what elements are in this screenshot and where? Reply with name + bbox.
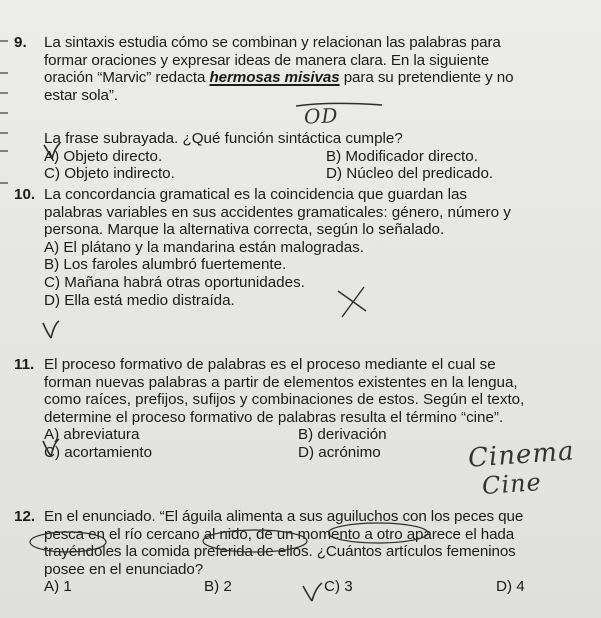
option-d[interactable]: D) acrónimo: [298, 443, 381, 461]
margin-tick: [0, 40, 8, 42]
stem-line: como raíces, prefijos, sufijos y combinaciones de estos. Según el texto,: [44, 391, 525, 409]
stem-line: trayéndoles la comida preferida de ellos. ¿Cuántos artículos femeninos: [44, 543, 516, 561]
question-number: 9.: [14, 34, 27, 51]
stem-line: persona. Marque la alternativa correcta, según lo señalado.: [44, 221, 445, 239]
option-c[interactable]: C) acortamiento: [44, 443, 153, 461]
handwritten-note-cine: Cine: [481, 467, 543, 501]
stem-line: posee en el enunciado?: [44, 560, 204, 578]
option-a[interactable]: A) abreviatura: [44, 426, 140, 444]
stem-line: oración “Marvic” redacta hermosas misivas para su pretendiente y no: [44, 69, 514, 87]
option-b[interactable]: B) derivación: [298, 426, 387, 444]
margin-tick: [0, 132, 8, 134]
option-d[interactable]: D) Núcleo del predicado.: [326, 165, 494, 183]
option-c[interactable]: C) 3: [324, 578, 353, 596]
handwritten-note-cinema: Cinema: [467, 436, 576, 474]
margin-tick: [0, 150, 8, 152]
handwritten-note-od: OD: [303, 103, 339, 129]
stem-line: estar sola”.: [44, 86, 118, 104]
question-10: [14, 186, 593, 309]
option-b[interactable]: B) Los faroles alumbró fuertemente.: [44, 256, 287, 274]
option-c[interactable]: C) Objeto indirecto.: [44, 165, 175, 183]
stem-line: La concordancia gramatical es la coincidencia que guardan las: [44, 186, 467, 203]
answer-check-mark: [300, 581, 328, 603]
cross-mark: [334, 283, 374, 323]
question-number: 12.: [14, 508, 36, 525]
stem-line: La sintaxis estudia cómo se combinan y relacionan las palabras para: [44, 34, 501, 51]
option-b[interactable]: B) Modificador directo.: [326, 147, 478, 165]
question-9: [14, 34, 593, 104]
circle-mark: [328, 521, 438, 547]
question-9-prompt: [14, 130, 593, 183]
stem-line: En el enunciado. “El águila alimenta a sus aguiluchos con los peces que: [44, 508, 524, 525]
margin-tick: [0, 112, 8, 114]
option-c[interactable]: C) Mañana habrá otras oportunidades.: [44, 273, 305, 291]
stem-line: pesca en el río cercano al nido, de un momento a otro aparece el hada: [44, 525, 515, 543]
stem-line: formar oraciones y expresar ideas de manera clara. En la siguiente: [44, 51, 490, 69]
option-a[interactable]: A) Objeto directo.: [44, 147, 163, 165]
stem-line: palabras variables en sus accidentes gramaticales: género, número y: [44, 203, 511, 221]
circle-mark: [28, 528, 108, 556]
option-a[interactable]: A) 1: [44, 578, 72, 596]
stem-line: El proceso formativo de palabras es el proceso mediante el cual se: [44, 356, 496, 373]
stem-line: forman nuevas palabras a partir de elementos existentes en la lengua,: [44, 373, 518, 391]
option-a[interactable]: A) El plátano y la mandarina están malogradas.: [44, 238, 364, 256]
answer-check-mark: [42, 141, 62, 161]
question-number: 11.: [14, 356, 35, 373]
options-row: [44, 165, 593, 183]
margin-tick: [0, 72, 8, 74]
margin-tick: [0, 92, 8, 94]
answer-check-mark: [40, 436, 62, 458]
margin-tick: [0, 182, 8, 184]
options-row: [44, 148, 593, 166]
question-prompt: La frase subrayada. ¿Qué función sintáctica cumple?: [44, 130, 403, 147]
question-number: 10.: [14, 186, 36, 203]
underlined-phrase: hermosas misivas: [209, 69, 340, 87]
handwritten-underline: [294, 100, 384, 122]
option-d[interactable]: D) 4: [496, 578, 525, 596]
option-d[interactable]: D) Ella está medio distraída.: [44, 291, 235, 309]
option-b[interactable]: B) 2: [204, 578, 232, 596]
circle-mark: [200, 528, 310, 556]
answer-check-mark: [40, 318, 62, 340]
stem-line: determine el proceso formativo de palabras resulta el término “cine”.: [44, 408, 504, 426]
